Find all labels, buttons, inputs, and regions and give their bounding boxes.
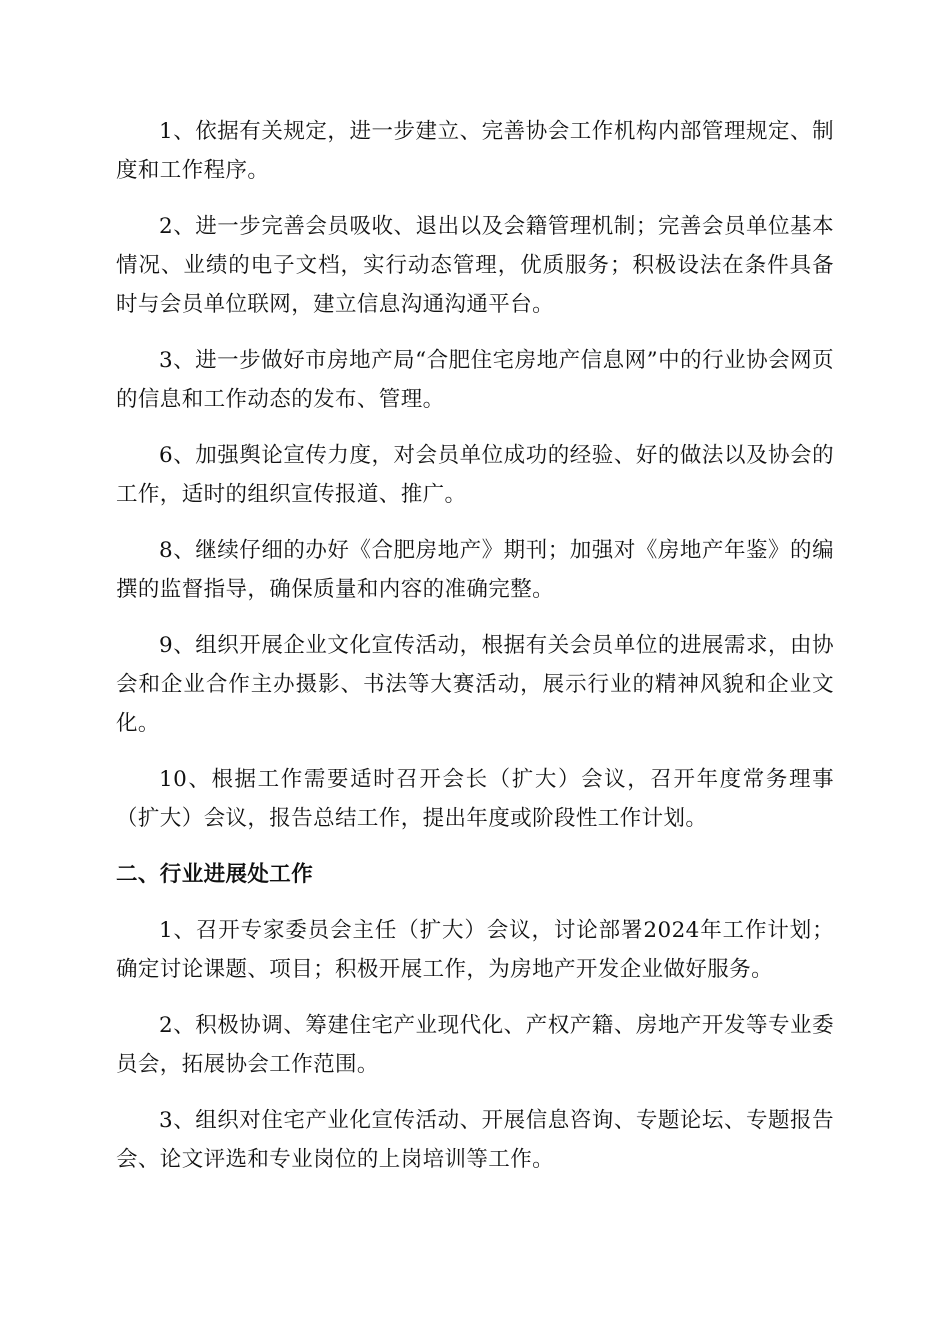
list-item: 2、进一步完善会员吸收、退出以及会籍管理机制；完善会员单位基本情况、业绩的电子文档，实行动态管理，优质服务；积极设法在条件具备时与会员单位联网，建立信息沟通沟通平台。 [116,214,834,317]
document-body [116,112,834,1196]
list-item: 1、依据有关规定，进一步建立、完善协会工作机构内部管理规定、制度和工作程序。 [116,119,834,183]
list-item: 9、组织开展企业文化宣传活动，根据有关会员单位的进展需求，由协会和企业合作主办摄影、书法等大赛活动，展示行业的精神风貌和企业文化。 [116,633,834,736]
section-heading: 二、行业进展处工作 [116,862,314,887]
list-item: 3、进一步做好市房地产局“合肥住宅房地产信息网”中的行业协会网页的信息和工作动态的发布、管理。 [116,348,834,412]
list-item: 3、组织对住宅产业化宣传活动、开展信息咨询、专题论坛、专题报告会、论文评选和专业岗位的上岗培训等工作。 [116,1108,834,1172]
list-item: 10、根据工作需要适时召开会长（扩大）会议，召开年度常务理事（扩大）会议，报告总结工作，提出年度或阶段性工作计划。 [116,767,834,831]
list-item: 8、继续仔细的办好《合肥房地产》期刊；加强对《房地产年鉴》的编撰的监督指导，确保质量和内容的准确完整。 [116,538,834,602]
list-item: 6、加强舆论宣传力度，对会员单位成功的经验、好的做法以及协会的工作，适时的组织宣传报道、推广。 [116,443,834,507]
list-item: 2、积极协调、筹建住宅产业现代化、产权产籍、房地产开发等专业委员会，拓展协会工作范围。 [116,1013,834,1077]
list-item: 1、召开专家委员会主任（扩大）会议，讨论部署2024年工作计划；确定讨论课题、项目；积极开展工作，为房地产开发企业做好服务。 [116,918,834,982]
